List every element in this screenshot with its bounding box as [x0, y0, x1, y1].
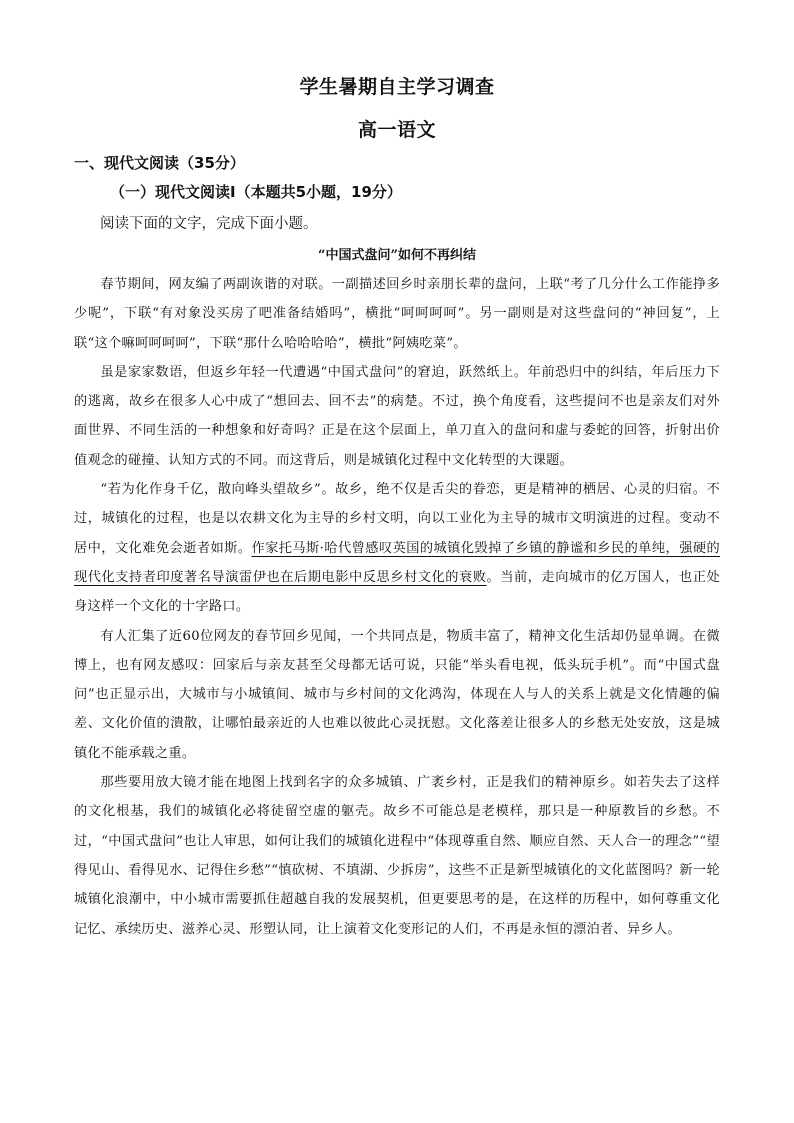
page-title: 学生暑期自主学习调查	[299, 76, 495, 98]
article-paragraph-3	[74, 475, 720, 621]
article-title: “中国式盘问”如何不再纠结	[318, 248, 476, 263]
article-paragraph-4: 有人汇集了近60位网友的春节回乡见闻，一个共同点是，物质丰富了，精神文化生活却仍显单调。在微博上，也有网友感叹：回家后与亲友甚至父母都无话可说，只能“举头看电视，低头玩手机”。而“中国式盘问”也正显示出，大城市与小城镇间、城市与乡村间的文化鸿沟，体现在人与人的关系上就是文化情趣的偏差、文化价值的潰散，让哪怕最亲近的人也难以彼此心灵抚慰。文化落差让很多人的乡愁无处安放，这是城镇化不能承载之重。	[74, 628, 720, 761]
article-paragraph-5: 那些要用放大镜才能在地图上找到名字的众多城镇、广袤乡村，正是我们的精神原乡。如若失去了这样的文化根基，我们的城镇化必将徒留空虚的躯壳。故乡不可能总是老模样，那只是一种原教旨的乡愁。不过，“中国式盘问”也让人审思，如何让我们的城镇化进程中“体现尊重自然、顺应自然、天人合一的理念”“望得见山、看得见水、记得住乡愁”“慎砍树、不填湖、少拆房”，这些不正是新型城镇化的文化蓝图吗？新一轮城镇化浪潮中，中小城市需要抓住超越自我的发展契机，但更要思考的是，在这样的历程中，如何尊重文化记忆、承续历史、滋养心灵、形塑认同，让上演着文化变形记的人们，不再是永恒的漂泊者、异乡人。	[74, 775, 720, 937]
article-body	[74, 270, 720, 944]
underlined-sentence: 作家托马斯·哈代曾感叹英国的城镇化毁掉了乡镇的静谧和乡民的单纯，强硬的现代化支持者印度著名导演雷伊也在后期电影中反思乡村文化的衰败	[74, 540, 720, 585]
article-paragraph-1: 春节期间，网友编了两副诙谐的对联。一副描述回乡时亲朋长辈的盘问，上联“考了几分什么工作能挣多少呢”，下联“有对象没买房了吧准备结婚吗”，横批“呵呵呵呵”。另一副则是对这些盘问的“神回复”，上联“这个嘛呵呵呵呵”，下联“那什么哈哈哈哈”，横批“阿姨吃菜”。	[74, 277, 720, 351]
subsection-heading: （一）现代文阅读Ⅰ（本题共5小题，19分）	[110, 183, 402, 201]
paragraph-3-intro: “若为化作身千亿，散向峰头望故乡”。故乡，绝不仅是舌尖的眷恋，更是精神的栖居、心灵的归宿。不过，城镇化的过程，也是以农耕文化为主导的乡村文明，向以工业化为主导的城市文明演进的过程。变动不居中，文化难免会逝者如斯。	[74, 482, 720, 556]
section-heading: 一、现代文阅读（35分）	[74, 154, 245, 172]
reading-instruction: 阅读下面的文字，完成下面小题。	[100, 216, 318, 232]
paragraph-3-ending: 。当前，走向城市的亿万国人，也正处身这样一个文化的十字路口。	[74, 569, 720, 615]
article-paragraph-2: 虽是家家数语，但返乡年轻一代遭遇“中国式盘问”的窘迫，跃然纸上。年前恐归中的纠结，年后压力下的逃离，故乡在很多人心中成了“想回去、回不去”的病楚。不过，换个角度看，这些提问不也是亲友们对外面世界、不同生活的一种想象和好奇吗？正是在这个层面上，单刀直入的盘问和虚与委蛇的回答，折射出价值观念的碰撞、认知方式的不同。而这背后，则是城镇化过程中文化转型的大课题。	[74, 364, 720, 468]
page-subtitle: 高一语文	[357, 119, 436, 141]
